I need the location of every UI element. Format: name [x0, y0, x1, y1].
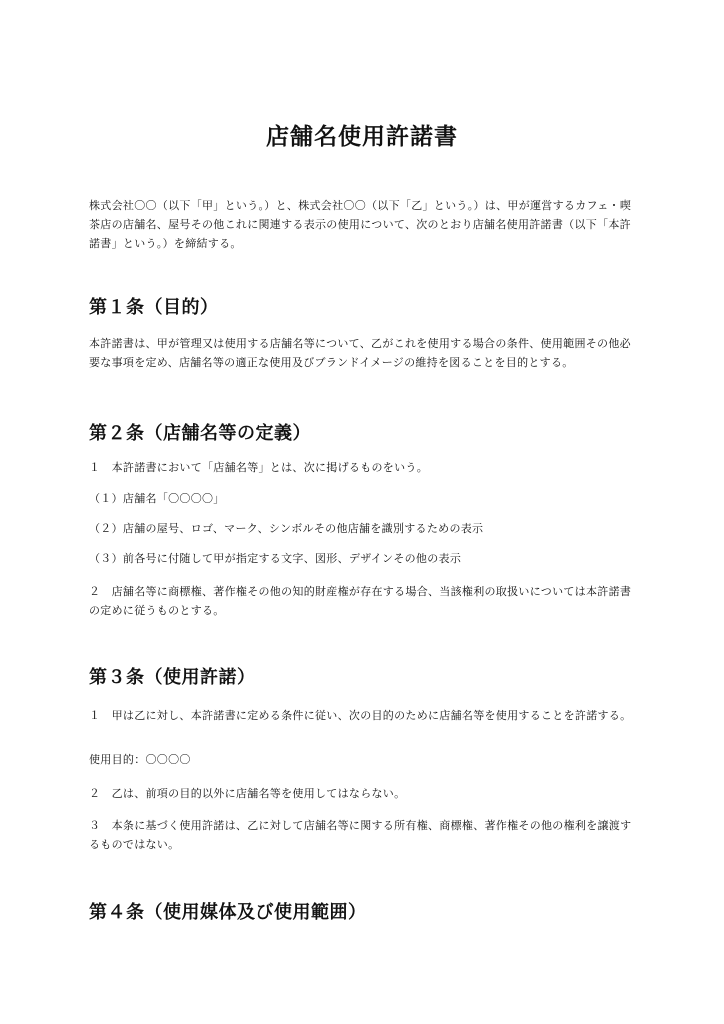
article-3-paragraph-1: １ 甲は乙に対し、本許諾書に定める条件に従い、次の目的のために店舗名等を使用することを許諾する。: [89, 709, 632, 722]
document-title: 店舗名使用許諾書: [266, 124, 458, 150]
article-1-heading: 第１条（目的）: [89, 297, 219, 318]
preamble-paragraph: 株式会社〇〇（以下「甲」という。）と、株式会社〇〇（以下「乙」という。）は、甲が運営するカフェ・喫茶店の店舗名、屋号その他これに関連する表示の使用について、次のとおり店舗名使用許諾書（以下「本許諾書」という。）を締結する。: [89, 199, 632, 250]
article-3-paragraph-2: ２ 乙は、前項の目的以外に店舗名等を使用してはならない。: [89, 787, 406, 800]
article-2-paragraph-1: １ 本許諾書において「店舗名等」とは、次に掲げるものをいう。: [89, 461, 428, 474]
article-3-heading: 第３条（使用許諾）: [89, 667, 256, 688]
article-3-purpose: 使用目的：〇〇〇〇: [89, 753, 191, 766]
article-2-item-3: （３）前各号に付随して甲が指定する文字、図形、デザインその他の表示: [89, 552, 462, 565]
article-1-body: 本許諾書は、甲が管理又は使用する店舗名等について、乙がこれを使用する場合の条件、使用範囲その他必要な事項を定め、店舗名等の適正な使用及びブランドイメージの維持を図ることを目的とする。: [89, 337, 631, 369]
article-2-item-1: （１）店舗名「〇〇〇〇」: [89, 492, 225, 505]
article-2-paragraph-2: ２ 店舗名等に商標権、著作権その他の知的財産権が存在する場合、当該権利の取扱いについては本許諾書の定めに従うものとする。: [89, 585, 632, 617]
article-3-paragraph-3: ３ 本条に基づく使用許諾は、乙に対して店舗名等に関する所有権、商標権、著作権その他の権利を譲渡するものではない。: [89, 819, 632, 851]
article-2-heading: 第２条（店舗名等の定義）: [89, 423, 311, 444]
article-4-heading: 第４条（使用媒体及び使用範囲）: [89, 902, 367, 923]
article-2-item-2: （２）店舗の屋号、ロゴ、マーク、シンボルその他店舗を識別するための表示: [89, 522, 484, 535]
